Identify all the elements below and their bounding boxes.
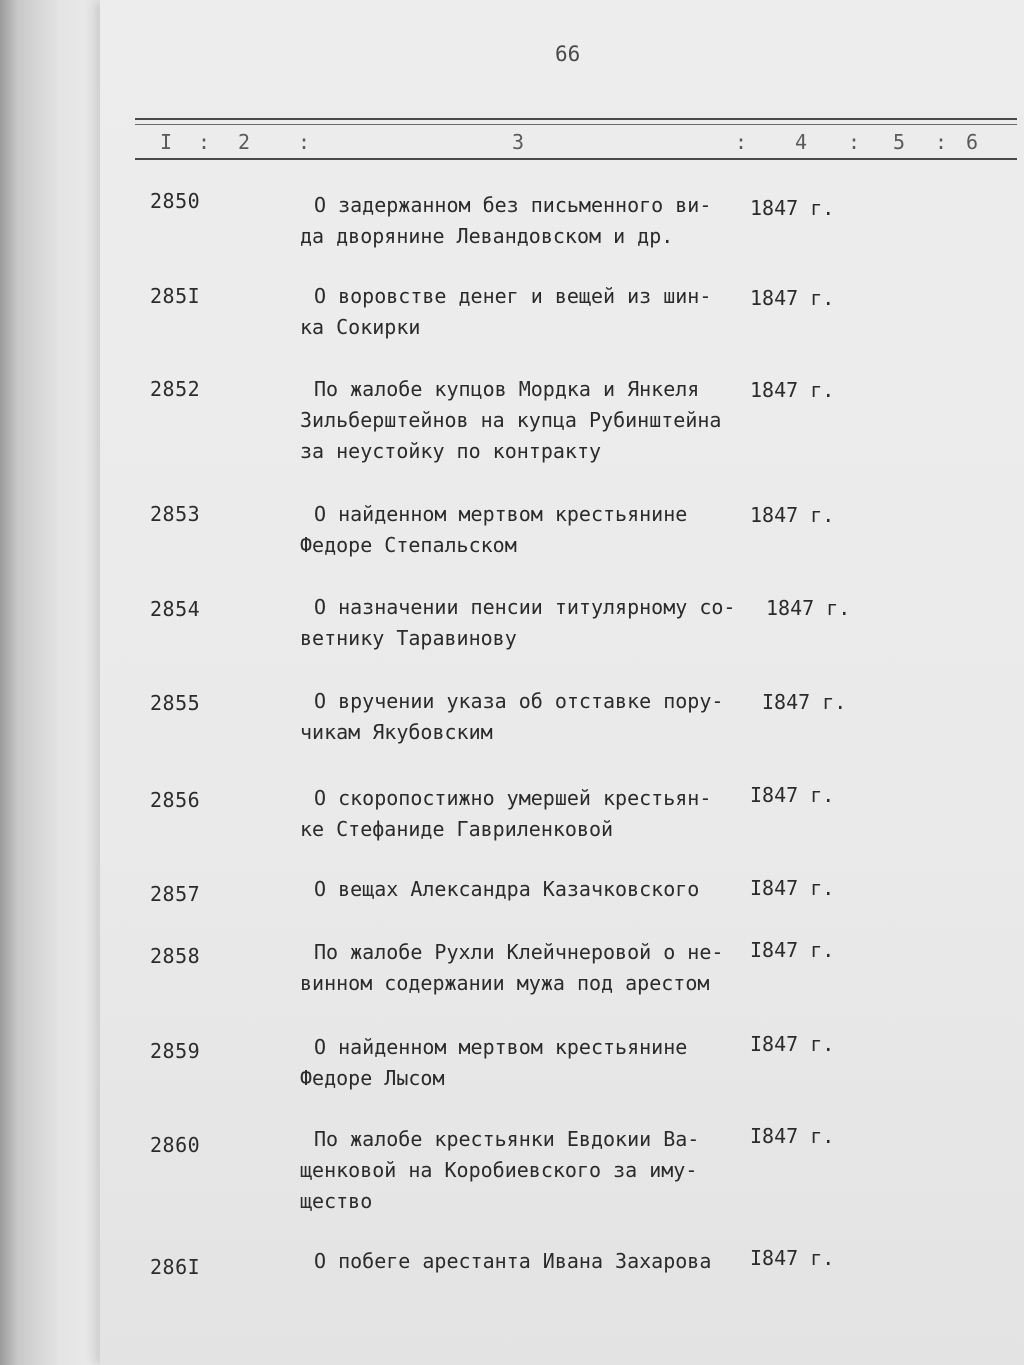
entry-line: О найденном мертвом крестьянине [314,502,688,526]
header-col-1: I [160,130,173,154]
entry-number: 286I [150,1255,201,1279]
header-rule-top [135,118,1017,120]
header-sep: : [935,130,948,154]
entry-year: 1847 г. [750,286,835,310]
header-rule-top-inner [135,124,1017,125]
entry-description [300,1124,750,1217]
entry-line: ке Стефаниде Гавриленковой [300,817,614,841]
entry-year: 1847 г. [750,196,835,220]
header-col-6: 6 [966,130,979,154]
entry-line: ка Сокирки [300,315,421,339]
entry-number: 285I [150,284,201,308]
header-sep: : [735,130,748,154]
entry-line: ветнику Таравинову [300,626,517,650]
entry-description [300,190,750,252]
entry-description [300,281,750,343]
entry-year: I847 г. [750,938,835,962]
header-col-4: 4 [795,130,808,154]
entry-line: О задержанном без письменного ви- [314,193,712,217]
entry-year: I847 г. [750,1246,835,1270]
entry-line: По жалобе Рухли Клейчнеровой о не- [314,940,724,964]
entry-line: По жалобе крестьянки Евдокии Ва- [314,1127,700,1151]
entry-number: 2854 [150,597,201,621]
entry-line: Зильберштейнов на купца Рубинштейна [300,408,722,432]
entry-line: Федоре Степальском [300,533,517,557]
page-number: 66 [555,42,581,66]
entry-description [300,1032,750,1094]
entry-description [300,499,750,561]
entry-number: 2855 [150,691,201,715]
entry-number: 2856 [150,788,201,812]
entry-line: О скоропостижно умершей крестьян- [314,786,712,810]
header-sep: : [198,130,211,154]
entry-line: щество [300,1189,373,1213]
header-col-2: 2 [238,130,251,154]
header-sep: : [298,130,311,154]
entry-number: 2852 [150,377,201,401]
entry-description [300,686,750,748]
entry-line: О вещах Александра Казачковского [314,877,700,901]
entry-year: I847 г. [762,690,847,714]
header-sep: : [848,130,861,154]
entry-description [300,937,750,999]
entry-line: чикам Якубовским [300,720,493,744]
entry-year: 1847 г. [766,596,851,620]
entry-line: винном содержании мужа под арестом [300,971,710,995]
entry-number: 2860 [150,1133,201,1157]
header-col-5: 5 [893,130,906,154]
entry-line: О назначении пенсии титулярному со- [314,595,736,619]
entry-number: 2853 [150,502,201,526]
entry-description [300,374,750,467]
entry-line: да дворянине Левандовском и др. [300,224,674,248]
entry-line: щенковой на Коробиевского за иму- [300,1158,698,1182]
entry-line: Федоре Лысом [300,1066,445,1090]
entry-line: за неустойку по контракту [300,439,602,463]
entry-number: 2859 [150,1039,201,1063]
entry-year: 1847 г. [750,378,835,402]
entry-year: I847 г. [750,1124,835,1148]
entry-description [300,592,750,654]
header-rule-bottom [135,158,1017,160]
entry-number: 2857 [150,882,201,906]
entry-line: По жалобе купцов Мордка и Янкеля [314,377,700,401]
entry-number: 2850 [150,189,201,213]
entry-year: I847 г. [750,1032,835,1056]
entry-description [300,874,750,905]
entry-year: 1847 г. [750,503,835,527]
header-col-3: 3 [512,130,525,154]
entry-description [300,783,750,845]
entry-line: О побеге арестанта Ивана Захарова [314,1249,712,1273]
entry-line: О найденном мертвом крестьянине [314,1035,688,1059]
entry-description [300,1246,750,1277]
entry-line: О воровстве денег и вещей из шин- [314,284,712,308]
entry-year: I847 г. [750,783,835,807]
entry-line: О вручении указа об отставке пору- [314,689,724,713]
entry-year: I847 г. [750,876,835,900]
entry-number: 2858 [150,944,201,968]
